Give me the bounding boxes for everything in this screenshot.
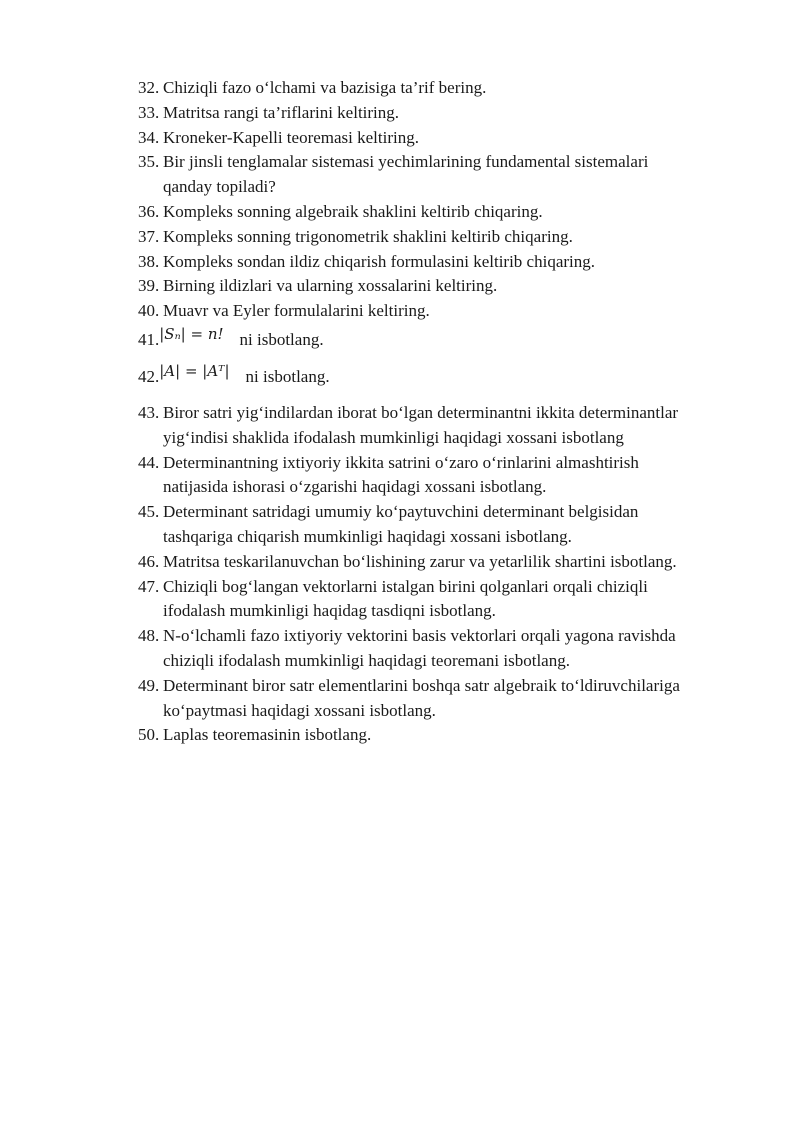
list-item-47 — [138, 575, 778, 625]
formula-det-transpose: |A| = |Aᵀ| — [159, 361, 230, 380]
item-number: 49. — [138, 675, 160, 695]
item-number: 43. — [138, 402, 160, 422]
list-item-45 — [138, 500, 778, 550]
item-text: Kompleks sonning algebraik shaklini keltirib chiqaring. — [163, 201, 543, 221]
list-item-33 — [138, 101, 778, 126]
item-number: 32. — [138, 78, 160, 97]
item-text: Chiziqli bog‘langan vektorlarni istalgan birini qolganlari orqali chiziqli — [163, 576, 648, 596]
list-item-35 — [138, 150, 778, 200]
item-text-cont: yig‘indisi shaklida ifodalash mumkinligi haqidagi xossani isbotlang — [163, 427, 624, 447]
item-number: 33. — [138, 102, 160, 122]
formula-sn-factorial: |Sₙ| = n! — [159, 324, 224, 343]
item-text: Birning ildizlari va ularning xossalarini keltiring. — [163, 276, 498, 296]
item-number: 42. — [138, 366, 160, 386]
item-number: 46. — [138, 551, 160, 571]
item-text-cont: chiziqli ifodalash mumkinligi haqidagi teoremani isbotlang. — [163, 650, 570, 670]
list-item-38 — [138, 250, 778, 275]
question-list — [138, 76, 778, 748]
item-text: Biror satri yig‘indilardan iborat bo‘lgan determinantni ikkita determinantlar — [163, 402, 679, 422]
list-item-42 — [138, 361, 778, 389]
list-item-49 — [138, 674, 778, 724]
item-number: 48. — [138, 626, 160, 646]
item-text: Determinant satridagi umumiy ko‘paytuvchini determinant belgisidan — [163, 502, 639, 522]
item-text-cont: qanday topiladi? — [163, 177, 276, 197]
item-text: ni isbotlang. — [245, 366, 330, 386]
list-item-37 — [138, 225, 778, 250]
item-number: 47. — [138, 576, 160, 596]
item-text: N-o‘lchamli fazo ixtiyoriy vektorini basis vektorlari orqali yagona ravishda — [163, 626, 676, 646]
item-number: 37. — [138, 226, 160, 246]
list-item-48 — [138, 624, 778, 674]
item-number: 38. — [138, 251, 160, 271]
item-number: 35. — [138, 152, 160, 172]
list-item-32 — [138, 76, 778, 101]
list-item-41 — [138, 324, 778, 352]
list-item-39 — [138, 274, 778, 299]
item-text: Muavr va Eyler formulalarini keltiring. — [163, 301, 430, 321]
item-text: Laplas teoremasinin isbotlang. — [163, 725, 372, 745]
item-text: Determinant biror satr elementlarini boshqa satr algebraik to‘ldiruvchilariga — [163, 675, 680, 695]
item-text: ni isbotlang. — [239, 329, 324, 349]
item-text: Determinantning ixtiyoriy ikkita satrini o‘zaro o‘rinlarini almashtirish — [163, 452, 639, 472]
list-item-34 — [138, 126, 778, 151]
item-text: Kompleks sondan ildiz chiqarish formulasini keltirib chiqaring. — [163, 251, 595, 271]
item-text-cont: tashqariga chiqarish mumkinligi haqidagi xossani isbotlang. — [163, 526, 572, 546]
item-text-cont: ifodalash mumkinligi haqidag tasdiqni isbotlang. — [163, 601, 496, 621]
item-text: Kompleks sonning trigonometrik shaklini keltirib chiqaring. — [163, 226, 573, 246]
item-text: Bir jinsli tenglamalar sistemasi yechimlarining fundamental sistemalari — [163, 152, 649, 172]
item-number: 34. — [138, 127, 160, 147]
item-text: Matritsa teskarilanuvchan bo‘lishining zarur va yetarlilik shartini isbotlang. — [163, 551, 677, 571]
item-number: 39. — [138, 276, 160, 296]
item-number: 44. — [138, 452, 160, 472]
item-number: 41. — [138, 329, 160, 349]
item-text: Matritsa rangi ta’riflarini keltiring. — [163, 102, 400, 122]
item-number: 50. — [138, 725, 160, 745]
list-item-36 — [138, 200, 778, 225]
item-text-cont: natijasida ishorasi o‘zgarishi haqidagi xossani isbotlang. — [163, 477, 547, 497]
list-item-46 — [138, 550, 778, 575]
list-item-44 — [138, 451, 778, 501]
item-text: Chiziqli fazo o‘lchami va bazisiga ta’rif bering. — [163, 78, 487, 97]
item-number: 45. — [138, 502, 160, 522]
item-text-cont: ko‘paytmasi haqidagi xossani isbotlang. — [163, 700, 436, 720]
list-item-40 — [138, 299, 778, 324]
item-number: 40. — [138, 301, 160, 321]
item-number: 36. — [138, 201, 160, 221]
item-text: Kroneker-Kapelli teoremasi keltiring. — [163, 127, 419, 147]
list-item-50 — [138, 723, 778, 748]
list-item-43 — [138, 401, 778, 451]
